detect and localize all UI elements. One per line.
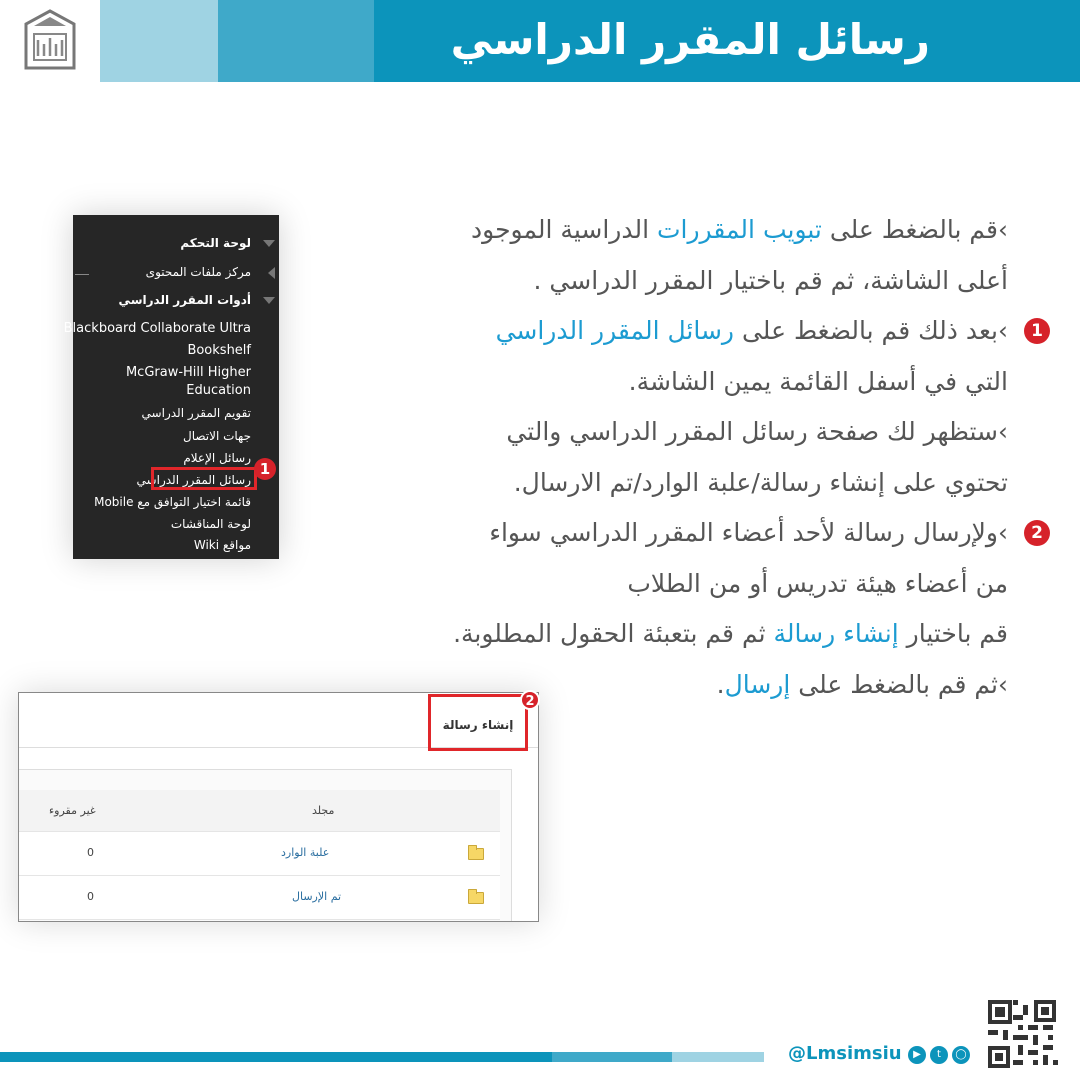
expand-arrow-icon[interactable]	[268, 267, 275, 279]
instruction-line: ›ستظهر لك صفحة رسائل المقرر الدراسي والتي	[506, 417, 1008, 446]
instruction-line: التي في أسفل القائمة يمين الشاشة.	[628, 366, 1008, 396]
course-menu-panel	[63, 215, 279, 559]
highlight-create-message: إنشاء رسالة	[773, 619, 899, 648]
menu-item-content-collection[interactable]: مركز ملفات المحتوى	[145, 265, 251, 279]
header-folder[interactable]: مجلد	[312, 804, 335, 817]
instruction-line: ›قم بالضغط على تبويب المقررات الدراسية الموجود	[471, 215, 1008, 244]
highlight-box	[151, 467, 257, 490]
footer-stripe-main	[0, 1052, 552, 1062]
page-title: رسائل المقرر الدراسي	[450, 15, 930, 64]
menu-item-discussions[interactable]: لوحة المناقشات	[170, 517, 251, 531]
instruction-line: من أعضاء هيئة تدريس أو من الطلاب	[627, 568, 1008, 598]
university-logo-icon	[20, 8, 80, 74]
twitter-icon[interactable]: t	[930, 1046, 948, 1064]
highlight-courses-tab: تبويب المقررات	[656, 215, 822, 244]
step-number-badge: 1	[1024, 318, 1050, 344]
step-number-badge: 2	[520, 690, 540, 710]
menu-item-bookshelf[interactable]: Bookshelf	[187, 343, 251, 358]
folder-link-sent[interactable]: تم الإرسال	[292, 890, 342, 903]
instruction-line: ›ثم قم بالضغط على إرسال.	[716, 669, 1008, 699]
instruction-line: تحتوي على إنشاء رسالة/علبة الوارد/تم الارسال.	[513, 467, 1008, 497]
menu-item-course-messages[interactable]: رسائل المقرر الدراسي	[136, 473, 251, 487]
highlight-send: إرسال	[724, 669, 791, 699]
header-unread[interactable]: غير مقروء	[49, 804, 96, 817]
menu-item-collaborate[interactable]: Blackboard Collaborate Ultra	[63, 321, 251, 336]
chevron-icon: ›	[998, 215, 1008, 244]
instruction-line: أعلى الشاشة، ثم قم باختيار المقرر الدراسي .	[533, 265, 1008, 295]
youtube-icon[interactable]: ▶	[908, 1046, 926, 1064]
chevron-icon: ›	[998, 417, 1008, 446]
instruction-line: قم باختيار إنشاء رسالة ثم قم بتعبئة الحقول المطلوبة.	[453, 619, 1008, 648]
footer-stripe-mid	[552, 1052, 672, 1062]
menu-item-wiki[interactable]: مواقع Wiki	[193, 538, 251, 552]
social-handle[interactable]: @Lmsimsiu	[788, 1043, 902, 1064]
collapse-arrow-icon[interactable]	[263, 297, 275, 304]
folders-table	[19, 769, 512, 922]
folder-link-inbox[interactable]: علبة الوارد	[281, 846, 330, 859]
unread-count: 0	[87, 846, 94, 859]
table-header	[19, 790, 500, 832]
unread-count: 0	[87, 890, 94, 903]
instruction-line: 2 ›ولإرسال رسالة لأحد أعضاء المقرر الدراسي سواء	[308, 508, 1008, 559]
table-row[interactable]	[19, 832, 500, 876]
folder-icon	[468, 892, 484, 904]
menu-item-mobile-compat[interactable]: قائمة اختيار التوافق مع Mobile	[94, 495, 251, 509]
menu-item-control-panel[interactable]: لوحة التحكم	[180, 236, 251, 250]
course-messages-panel	[18, 692, 539, 922]
menu-item-course-calendar[interactable]: تقويم المقرر الدراسي	[141, 406, 251, 420]
step-number-badge: 2	[1024, 520, 1050, 546]
header-stripe-mid	[218, 0, 374, 82]
step-number-badge: 1	[254, 458, 276, 480]
chevron-icon: ›	[998, 669, 1008, 699]
instructions	[308, 205, 1043, 710]
arrow-line-icon	[75, 274, 89, 275]
menu-item-contacts[interactable]: جهات الاتصال	[182, 429, 251, 443]
menu-item-mcgraw-hill-cont[interactable]: Education	[186, 383, 251, 398]
qr-code-icon	[988, 1000, 1058, 1070]
header-stripe-light	[100, 0, 218, 82]
menu-item-notifications[interactable]: رسائل الإعلام	[183, 451, 251, 465]
highlight-course-messages: رسائل المقرر الدراسي	[495, 316, 735, 345]
table-row[interactable]	[19, 876, 500, 920]
collapse-arrow-icon[interactable]	[263, 240, 275, 247]
menu-item-course-tools[interactable]: أدوات المقرر الدراسي	[118, 293, 251, 307]
chevron-icon: ›	[998, 316, 1008, 345]
create-message-button[interactable]: إنشاء رسالة	[428, 694, 528, 751]
folder-icon	[468, 848, 484, 860]
menu-item-mcgraw-hill[interactable]: McGraw-Hill Higher	[125, 365, 251, 380]
chevron-icon: ›	[998, 518, 1008, 547]
instruction-line: 1 ›بعد ذلك قم بالضغط على رسائل المقرر الدراسي	[308, 306, 1008, 357]
university-logo	[0, 0, 100, 82]
instagram-icon[interactable]: ◯	[952, 1046, 970, 1064]
footer-stripe-light	[672, 1052, 764, 1062]
